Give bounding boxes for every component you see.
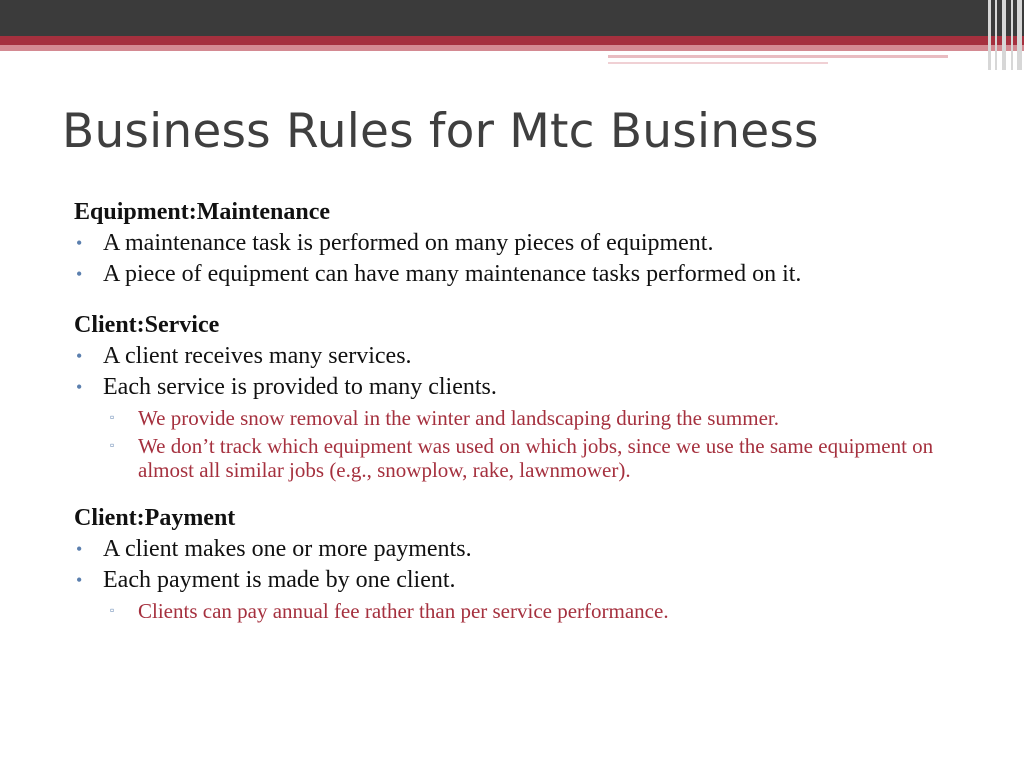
section-client-payment (74, 502, 974, 623)
sub-bullet-list (105, 599, 974, 623)
sub-bullet-text: We provide snow removal in the winter and landscaping during the summer. (138, 406, 779, 430)
bullet-text: A maintenance task is performed on many pieces of equipment. (103, 230, 714, 256)
sub-bullet-icon: ▫ (110, 438, 115, 452)
section-heading: Client:Payment (74, 505, 236, 531)
sub-bullet-item (105, 434, 974, 482)
bullet-icon: • (76, 233, 83, 253)
section-heading: Client:Service (74, 312, 220, 338)
bullet-item (74, 372, 974, 482)
bullet-item (74, 228, 974, 258)
header-red-bar (0, 36, 1024, 45)
bullet-icon: • (76, 264, 83, 284)
bullet-item (74, 565, 974, 623)
section-heading: Equipment:Maintenance (74, 199, 331, 225)
bullet-list (74, 228, 974, 289)
slide-title: Business Rules for Mtc Business (62, 104, 819, 159)
sub-bullet-icon: ▫ (110, 603, 115, 617)
bullet-item (74, 259, 974, 289)
bullet-text: Each payment is made by one client. (103, 567, 456, 593)
sub-bullet-text: Clients can pay annual fee rather than per service performance. (138, 599, 669, 623)
header-pink-bar (0, 45, 1024, 51)
header-dark-bar (0, 0, 1024, 36)
sub-bullet-icon: ▫ (110, 410, 115, 424)
bullet-list (74, 341, 974, 482)
bullet-list (74, 534, 974, 623)
sub-bullet-item (105, 599, 974, 623)
bullet-text: Each service is provided to many clients. (103, 374, 497, 400)
section-client-service (74, 309, 974, 482)
sub-bullet-text: We don’t track which equipment was used on which jobs, since we use the same equipment on almost all similar jobs (e.g., snowplow, rake, lawnmower). (138, 434, 934, 482)
bullet-icon: • (76, 570, 83, 590)
bullet-icon: • (76, 377, 83, 397)
bullet-text: A client makes one or more payments. (103, 536, 472, 562)
bullet-text: A client receives many services. (103, 343, 412, 369)
bullet-item (74, 341, 974, 371)
header-stripes (984, 0, 1024, 70)
sub-bullet-list (105, 406, 974, 482)
bullet-text: A piece of equipment can have many maintenance tasks performed on it. (103, 261, 802, 287)
sub-bullet-item (105, 406, 974, 430)
section-equipment-maintenance (74, 196, 974, 289)
header-accent-line (608, 55, 948, 58)
header-accent-line-2 (608, 62, 828, 64)
slide-content (74, 196, 974, 623)
bullet-item (74, 534, 974, 564)
bullet-icon: • (76, 346, 83, 366)
bullet-icon: • (76, 539, 83, 559)
